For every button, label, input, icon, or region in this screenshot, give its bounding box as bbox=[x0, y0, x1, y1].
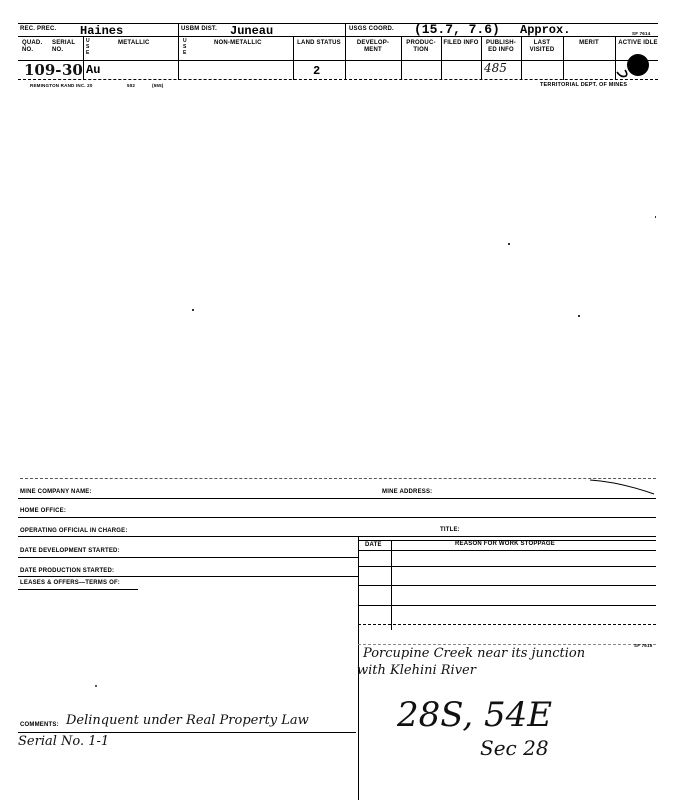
title-label: TITLE: bbox=[440, 527, 460, 533]
section-number: Sec 28 bbox=[480, 736, 549, 760]
usbm-dist-label: USBM DIST. bbox=[181, 26, 218, 32]
date-production-label: DATE PRODUCTION STARTED: bbox=[20, 568, 115, 574]
col-serial-no: SERIAL NO. bbox=[52, 40, 76, 53]
home-office-label: HOME OFFICE: bbox=[20, 508, 67, 514]
footer-code: 502 bbox=[127, 83, 136, 88]
usgs-coord-label: USGS COORD. bbox=[349, 26, 394, 32]
col-filed-info: FILED INFO bbox=[443, 40, 479, 46]
land-status-value: 2 bbox=[313, 64, 321, 78]
speck bbox=[655, 216, 656, 218]
speck bbox=[192, 309, 194, 311]
mine-company-name-label: MINE COMPANY NAME: bbox=[20, 489, 92, 495]
mine-address-label: MINE ADDRESS: bbox=[382, 489, 433, 495]
operating-official-label: OPERATING OFFICIAL IN CHARGE: bbox=[20, 528, 128, 534]
col-use-nonmetallic: U S E bbox=[183, 38, 187, 56]
col-development: DEVELOP-MENT bbox=[356, 40, 390, 53]
torn-edge bbox=[590, 476, 656, 496]
serial-value: 30 bbox=[62, 61, 83, 79]
col-use-metallic: U S E bbox=[86, 38, 90, 56]
metallic-value: Au bbox=[86, 63, 101, 77]
location-line-1: Porcupine Creek near its junction bbox=[363, 646, 586, 661]
col-active-idle: ACTIVE IDLE bbox=[618, 40, 658, 46]
footer-publisher: REMINGTON RAND INC. 20 bbox=[30, 83, 93, 88]
leases-offers-label: LEASES & OFFERS—TERMS OF: bbox=[20, 580, 121, 586]
published-value: 485 bbox=[484, 61, 507, 75]
col-metallic: METALLIC bbox=[118, 40, 150, 46]
col-published-info: PUBLISH-ED INFO bbox=[486, 40, 516, 53]
rec-prec-value: Haines bbox=[80, 24, 124, 38]
speck bbox=[578, 315, 580, 317]
footer-department: TERRITORIAL DEPT. OF MINES bbox=[540, 82, 628, 88]
col-nonmetallic: NON-METALLIC bbox=[214, 40, 262, 46]
date-development-label: DATE DEVELOPMENT STARTED: bbox=[20, 548, 120, 554]
date-column-label: DATE bbox=[365, 542, 382, 548]
township-range: 28S, 54E bbox=[397, 695, 553, 735]
comments-line-1: Delinquent under Real Property Law bbox=[66, 713, 309, 728]
footer-code-2: (555) bbox=[152, 83, 164, 88]
comments-label: COMMENTS: bbox=[20, 722, 59, 728]
rec-prec-label: REC. PREC. bbox=[20, 26, 57, 32]
location-line-2: with Klehini River bbox=[357, 663, 476, 678]
reason-work-stoppage-label: REASON FOR WORK STOPPAGE bbox=[455, 541, 555, 547]
usgs-coord-note: Approx. bbox=[520, 23, 571, 37]
usgs-coord-value: (15.7, 7.6) bbox=[414, 22, 500, 37]
col-last-visited: LAST VISITED bbox=[529, 40, 555, 53]
form-code-top: SF 7614 bbox=[632, 31, 651, 36]
col-land-status: LAND STATUS bbox=[297, 40, 341, 46]
quad-value: 109- bbox=[24, 61, 62, 79]
col-production: PRODUC-TION bbox=[406, 40, 436, 53]
usbm-dist-value: Juneau bbox=[230, 24, 274, 38]
speck bbox=[508, 243, 510, 245]
col-merit: MERIT bbox=[579, 40, 599, 46]
comments-line-2: Serial No. 1-1 bbox=[18, 734, 110, 749]
form-code-bottom: SF 7615 bbox=[634, 643, 653, 648]
speck bbox=[95, 685, 97, 687]
col-quad-no: QUAD. NO. bbox=[22, 40, 43, 53]
active-check-mark bbox=[614, 50, 654, 82]
